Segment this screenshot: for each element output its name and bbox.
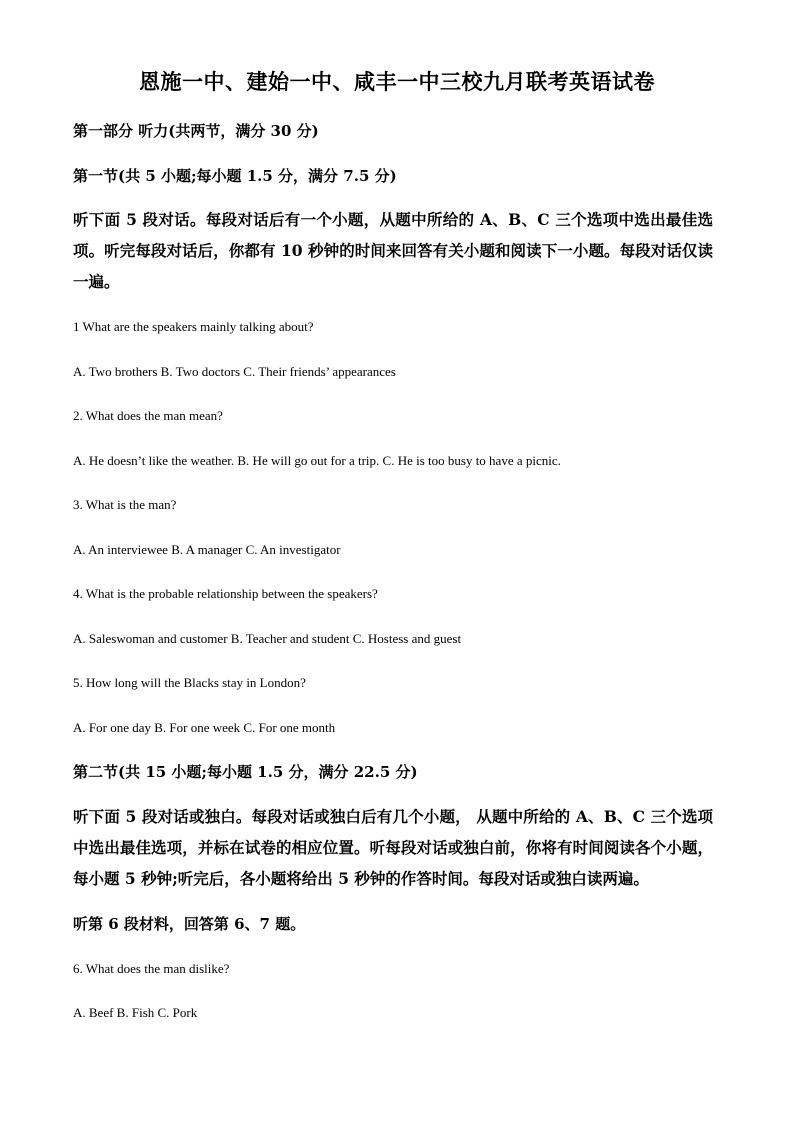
question-3-options: A. An interviewee B. A manager C. An investigator	[73, 542, 341, 557]
material-6-heading: 听第 6 段材料，回答第 6、7 题。	[73, 915, 306, 933]
question-4: 4. What is the probable relationship between the speakers?	[73, 586, 378, 601]
exam-title: 恩施一中、建始一中、咸丰一中三校九月联考英语试卷	[139, 69, 655, 94]
section1-heading: 第一节(共 5 小题;每小题 1.5 分，满分 7.5 分)	[73, 167, 397, 185]
question-5-options: A. For one day B. For one week C. For one month	[73, 720, 336, 735]
question-6-options: A. Beef B. Fish C. Pork	[73, 1005, 198, 1020]
question-3: 3. What is the man?	[73, 497, 177, 512]
question-6: 6. What does the man dislike?	[73, 961, 230, 976]
section2-heading: 第二节(共 15 小题;每小题 1.5 分，满分 22.5 分)	[73, 763, 418, 781]
question-4-options: A. Saleswoman and customer B. Teacher and student C. Hostess and guest	[73, 631, 462, 646]
question-2: 2. What does the man mean?	[73, 408, 223, 423]
question-1: 1 What are the speakers mainly talking about?	[73, 319, 314, 334]
question-5: 5. How long will the Blacks stay in London?	[73, 675, 306, 690]
question-1-options: A. Two brothers B. Two doctors C. Their friends’ appearances	[73, 364, 396, 379]
section1-instructions: 听下面 5 段对话。每段对话后有一个小题，从题中所给的 A、B、C 三个选项中选出最佳选项。听完每段对话后，你都有 10 秒钟的时间来回答有关小题和阅读下一小题。每段对话仅读一遍。	[73, 210, 713, 291]
section2-instructions: 听下面 5 段对话或独白。每段对话或独白后有几个小题， 从题中所给的 A、B、C 三个选项中选出最佳选项，并标在试卷的相应位置。听每段对话或独白前，你将有时间阅读各个小题，每小题 5 秒钟;听完后，各小题将给出 5 秒钟的作答时间。每段对话或独白读两遍。	[73, 807, 713, 888]
part1-heading: 第一部分 听力(共两节，满分 30 分)	[73, 122, 319, 140]
question-2-options: A. He doesn’t like the weather. B. He will go out for a trip. C. He is too busy to have a picnic.	[73, 453, 561, 468]
